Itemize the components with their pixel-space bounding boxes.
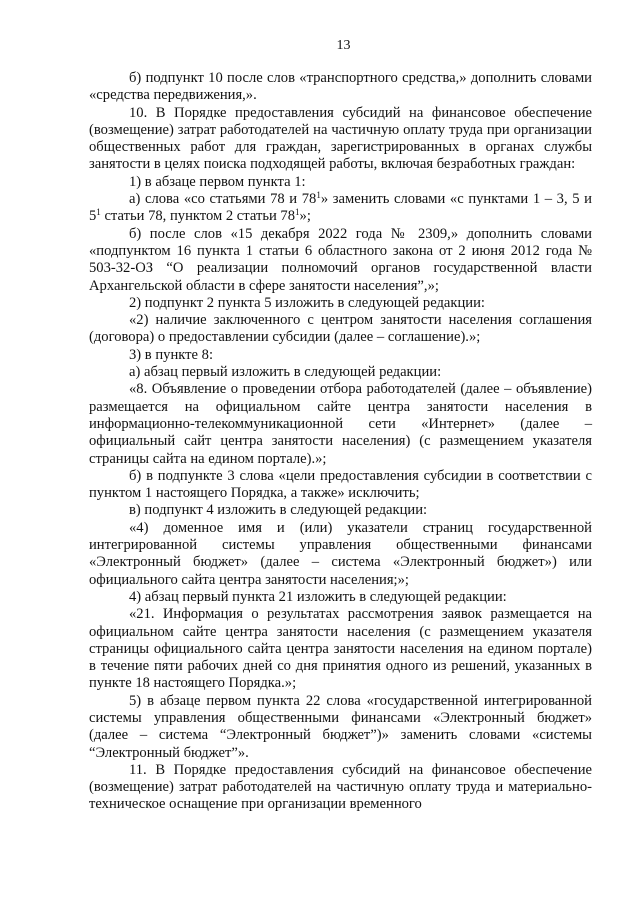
paragraph-10-intro: 10. В Порядке предоставления субсидий на финансовое обеспечение (возмещение) затрат работодателей на частичную оплату труда при организации общественных работ для граждан, зарегистрированных в органах службы занятости в целях поиска подходящей работы, включая безработных граждан: (89, 104, 592, 173)
paragraph-1b-subpoint-10: б) подпункт 10 после слов «транспортного средства,» дополнить словами «средства передвижения,». (89, 70, 592, 104)
paragraph-item-3v-text: «4) доменное имя и (или) указатели страниц государственной интегрированной системы управления общественными финансами «Электронный бюджет» (далее – система «Электронный бюджет») или официального сайта центра занятости населения;»; (89, 519, 592, 588)
paragraph-11-intro: 11. В Порядке предоставления субсидий на финансовое обеспечение (возмещение) затрат работодателей на частичную оплату труда и материально-техническое оснащение при организации временного (89, 761, 592, 813)
paragraph-item-1: 1) в абзаце первом пункта 1: (129, 173, 306, 190)
paragraph-item-3v: в) подпункт 4 изложить в следующей редакции: (129, 502, 428, 519)
paragraph-item-3a: а) абзац первый изложить в следующей редакции: (129, 364, 442, 381)
paragraph-item-1a: а) слова «со статьями 78 и $78^1$» заменить словами «с пунктами 1 – 3, 5 и $5^1$ статьи 78, пунктом 2 статьи $78^1$»; (89, 190, 592, 225)
paragraph-item-4-text: «21. Информация о результатах рассмотрения заявок размещается на официальном сайте центра занятости населения (с размещением указателя страницы официального сайта центра занятости населения на едином портале) в течение пяти рабочих дней со дня принятия одного из решений, указанных в пункте 18 настоящего Порядка.»; (89, 606, 592, 692)
paragraph-item-2-text: «2) наличие заключенного с центром занятости населения соглашения (договора) о предоставлении субсидии (далее – соглашение).»; (89, 312, 592, 346)
paragraph-item-3: 3) в пункте 8: (129, 346, 214, 363)
paragraph-item-1b: б) после слов «15 декабря 2022 года № 2309,» дополнить словами «подпунктом 16 пункта 1 статьи 6 областного закона от 2 июня 2012 года № 503-32-ОЗ “О реализации полномочий органов государственной власти Архангельской области в сфере занятости населения”,»; (89, 225, 592, 294)
paragraph-item-4: 4) абзац первый пункта 21 изложить в следующей редакции: (129, 588, 507, 605)
document-body (89, 70, 592, 814)
paragraph-item-2: 2) подпункт 2 пункта 5 изложить в следующей редакции: (129, 294, 485, 311)
paragraph-item-3b: б) в подпункте 3 слова «цели предоставления субсидии в соответствии с пунктом 1 настоящего Порядка, а также» исключить; (89, 467, 592, 502)
page-number: 13 (336, 38, 351, 53)
paragraph-item-3a-text: «8. Объявление о проведении отбора работодателей (далее – объявление) размещается на официальном сайте центра занятости населения в информационно-телекоммуникационной сети «Интернет» (далее – официальный сайт центра занятости населения) (с размещением указателя страницы сайта на едином портале).»; (89, 381, 592, 467)
paragraph-item-5: 5) в абзаце первом пункта 22 слова «государственной интегрированной системы управления общественными финансами «Электронный бюджет» (далее – система “Электронный бюджет”)» заменить словами «системы “Электронный бюджет”». (89, 692, 592, 761)
